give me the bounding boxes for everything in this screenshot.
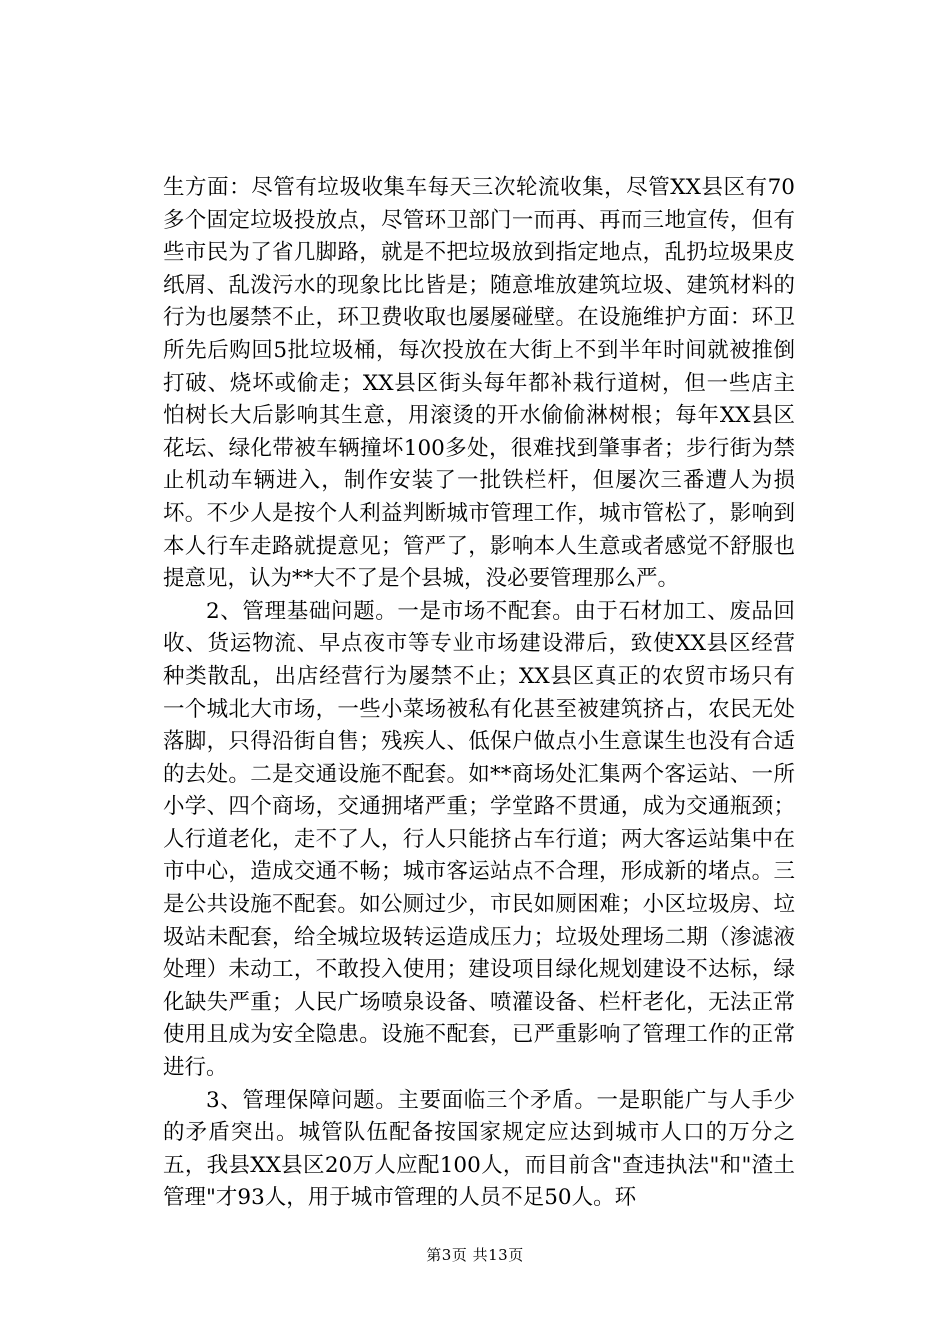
paragraph-management-guarantee: 3、管理保障问题。主要面临三个矛盾。一是职能广与人手少的矛盾突出。城管队伍配备按国家规定应达到城市人口的万分之五，我县XX县区20万人应配100人，而目前含"查违执法"和"渣土管理"才93人，用于城市管理的人员不足50人。环 [163, 1087, 795, 1211]
paragraph-sanitation-continued: 生方面：尽管有垃圾收集车每天三次轮流收集，尽管XX县区有70多个固定垃圾投放点，尽管环卫部门一而再、再而三地宣传，但有些市民为了省几脚路，就是不把垃圾放到指定地点，乱扔垃圾果皮纸屑、乱泼污水的现象比比皆是；随意堆放建筑垃圾、建筑材料的行为也屡禁不止，环卫费收取也屡屡碰壁。在设施维护方面：环卫所先后购回5批垃圾桶，每次投放在大街上不到半年时间就被推倒打破、烧坏或偷走；XX县区街头每年都补栽行道树，但一些店主怕树长大后影响其生意，用滚烫的开水偷偷淋树根；每年XX县区花坛、绿化带被车辆撞坏100多处，很难找到肇事者；步行街为禁止机动车辆进入，制作安装了一批铁栏杆，但屡次三番遭人为损坏。不少人是按个人利益判断城市管理工作，城市管松了，影响到本人行车走路就提意见；管严了，影响本人生意或者感觉不舒服也提意见，认为**大不了是个县城，没必要管理那么严。 [163, 175, 795, 592]
paragraph-management-foundation: 2、管理基础问题。一是市场不配套。由于石材加工、废品回收、货运物流、早点夜市等专业市场建设滞后，致使XX县区经营种类散乱，出店经营行为屡禁不止；XX县区真正的农贸市场只有一个城北大市场，一些小菜场被私有化甚至被建筑挤占，农民无处落脚，只得沿街自售；残疾人、低保户做点小生意谋生也没有合适的去处。二是交通设施不配套。如**商场处汇集两个客运站、一所小学、四个商场，交通拥堵严重；学堂路不贯通，成为交通瓶颈；人行道老化，走不了人，行人只能挤占车行道；两大客运站集中在市中心，造成交通不畅；城市客运站点不合理，形成新的堵点。三是公共设施不配套。如公厕过少，市民如厕困难；小区垃圾房、垃圾站未配套，给全城垃圾转运造成压力；垃圾处理场二期（渗滤液处理）未动工，不敢投入使用；建设项目绿化规划建设不达标，绿化缺失严重；人民广场喷泉设备、喷灌设备、栏杆老化，无法正常使用且成为安全隐患。设施不配套，已严重影响了管理工作的正常进行。 [163, 598, 795, 1081]
page-number-footer: 第3页 共13页 [426, 1246, 524, 1264]
document-body [163, 172, 795, 1215]
